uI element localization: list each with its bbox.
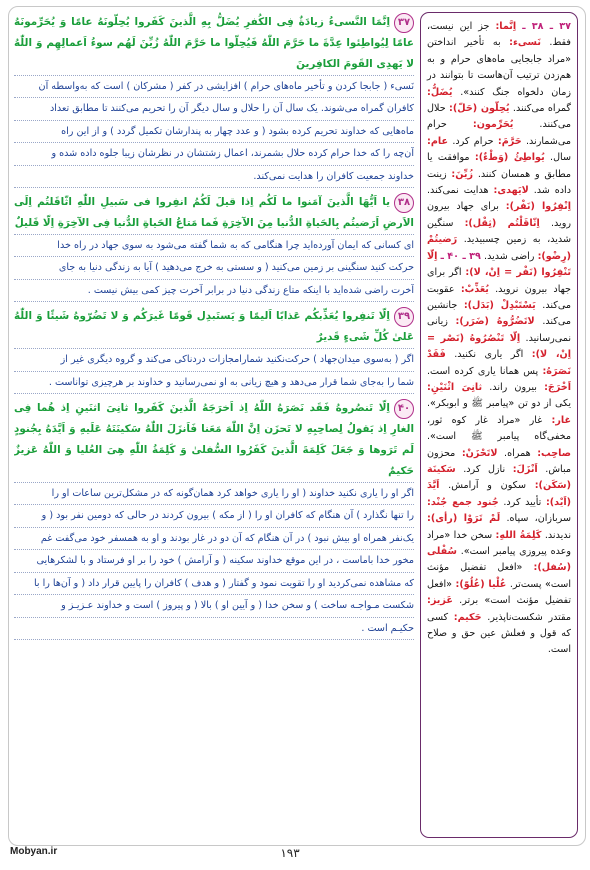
glossary-term: یُحَرِّمون:	[472, 119, 514, 131]
glossary-definition: زینت داده شد.	[427, 168, 571, 197]
glossary-term: سُفْلی (سُفل):	[427, 546, 571, 574]
glossary-definition: زیانی نمی‌رسانید.	[427, 316, 571, 344]
glossary-definition: محزون مباش.	[427, 447, 571, 475]
persian-translation	[14, 482, 414, 640]
translation-line: شکست مـواجـه ساخت ) و سخن خدا ( و آیین او ) بالا ( و پیروز ) است و خداوند عـزیـز و	[14, 595, 414, 617]
glossary-term: لاتَحْزَنْ:	[461, 447, 498, 459]
glossary-term: زُیِّنَ:	[451, 168, 474, 180]
glossary-definition: حرام کرد.	[452, 135, 498, 147]
translation-line: حرکت کنید سنگینی بر زمین می‌کنید ( و سستی به خرج می‌دهید ) آیا به زندگی دنیا به جای	[14, 257, 414, 279]
verse-number-badge: ۴۰	[394, 399, 414, 419]
arabic-verse	[14, 398, 414, 482]
glossary-term: اِثّاقَلْتُم (ثِقْل):	[464, 217, 540, 229]
glossary-definition: «افعل تفضیل مؤنث است» برتر.	[427, 578, 571, 607]
translation-line: خداوند جمعیت کافران را هدایت نمی‌کند.	[14, 166, 414, 188]
verse-text: اِلّا تَنفِروا یُعَذِّبکُم عَذابًا اَلیمًا وَ یَستَبدِل قَومًا غَیرَکُم وَ لا تَضُرّوهُ شَیئًا وَ اللّٰهُ عَلیٰ کُلِّ شَیءٍ قَدیرٌ	[14, 310, 414, 344]
glossary-definition: موافقت یا مطابق و همسان کنند.	[427, 152, 571, 180]
verse-text: یا اَیُّهَا الَّذینَ آمَنوا ما لَکُم اِذا قیلَ لَکُمُ انفِروا فی سَبیلِ اللّٰهِ اثّاقَلتُم اِلَی الاَرضِ اَرَضیتُم بِالحَیاةِ الدُّنیا مِنَ الآخِرَةِ فَما مَتاعُ الحَیاةِ الدُّنیا فِی الآخِرَةِ اِلّا قَلیلٌ	[14, 196, 414, 230]
glossary-term: کَلِمَةُ اللهِ:	[495, 529, 542, 541]
persian-translation	[14, 75, 414, 188]
verse-text: اِلّا تَنصُروهُ فَقَد نَصَرَهُ اللّٰهُ اِذ اَخرَجَهُ الَّذینَ کَفَروا ثانِیَ اثنَینِ اِذ هُما فِی الغارِ اِذ یَقولُ لِصاحِبِهِ لا تَحزَن اِنَّ اللّٰهَ مَعَنا فَاَنزَلَ اللّٰهُ سَکینَتَهُ عَلَیهِ وَ اَیَّدَهُ بِجُنودٍ لَم تَرَوها وَ جَعَلَ کَلِمَةَ الَّذینَ کَفَرُوا السُّفلیٰ وَ کَلِمَةُ اللّٰهِ هِیَ العُلیا وَ اللّٰهُ عَزیزٌ حَکیمٌ	[14, 402, 414, 478]
glossary-verse-ref: ۳۷ ـ ۳۸ ـ	[522, 21, 571, 32]
page-number: ۱۹۳	[280, 846, 300, 860]
translation-line: ای کسانی که ایمان آورده‌اید چرا هنگامی که به شما گفته می‌شود به سوی جهاد در راه خدا	[14, 235, 414, 257]
verse-block	[14, 12, 414, 188]
translation-line: نَسیء ( جابجا کردن و تأخیر ماه‌های حرام ) افزایشی در کفر ( مشرکان ) است که به‌واسطه آن	[14, 76, 414, 98]
glossary-term: اَخْرَجَ:	[544, 381, 571, 393]
glossary-term: یُضَلُّ:	[427, 86, 453, 98]
glossary-definition: یکی از دو تن «پیامبر ﷺ و ابوبکر».	[427, 398, 571, 410]
arabic-verse	[14, 12, 414, 75]
glossary-verse-ref: ۳۹ ـ ۴۰ ـ	[440, 250, 481, 262]
verse-block	[14, 306, 414, 394]
glossary-definition: همراه.	[504, 447, 538, 459]
glossary-definition: سخن خدا «مراد وعده پیروزی پیامبر است».	[427, 529, 571, 557]
glossary-term: سَکینَة (سَکَن):	[427, 463, 571, 492]
glossary-term: لایَهدی:	[493, 185, 529, 197]
glossary-definition: سال.	[550, 152, 571, 164]
glossary-term: فَقَدْ نَصَرَهُ:	[427, 349, 571, 377]
glossary-definition: عقوبت می‌کند.	[427, 283, 571, 311]
verse-number-badge: ۳۹	[394, 307, 414, 327]
glossary-term: رَضیتُمْ (رِضْو):	[427, 234, 571, 262]
translation-line: که مشاهده نمی‌کردید او را تقویت نمود و گفتار ( و هدف ) کافران را پایین قرار داد ( و آن‌ها را با	[14, 573, 414, 595]
glossary-definition: سربازان، سپاه.	[506, 513, 571, 525]
glossary-definition: به تأخیر انداختن «مراد جابجایی ماه‌های حرام و به هم‌زدن ترتیب آن‌هاست تا بتوانند در زمان دلخواه جنگ کنند».	[427, 37, 571, 98]
glossary-term: اَنْزَلَ:	[512, 463, 538, 475]
glossary-definition: برای جهاد بیرون روید.	[427, 201, 571, 229]
verse-number-badge: ۳۸	[394, 193, 414, 213]
glossary-term: ثانِیَ اثْنَیْنِ:	[427, 381, 483, 393]
glossary-definition: جانشین می‌کند.	[427, 299, 571, 328]
glossary-term: یُحِلّون (حَلّ):	[449, 103, 510, 115]
translation-line: اگر ( به‌سوی میدان‌جهاد ) حرکت‌نکنید شمارامجازات دردناکی می‌کند و گروه دیگری غیر از	[14, 349, 414, 371]
translation-line: اگر او را یاری نکنید خداوند ( او را یاری خواهد کرد همان‌گونه که در مشکل‌ترین ساعات او را	[14, 483, 414, 505]
glossary-definition: غار «مراد غار کوه ثور، مخفی‌گاه پیامبر ﷺ است».	[427, 414, 571, 443]
glossary-definition: پس همانا یاری کرده است.	[427, 365, 543, 377]
translation-line: مخور خدا باماست ، در این موقع خداوند سکینه ( و آرامش ) خود را بر او فرستاد و با لشکرهایی	[14, 550, 414, 572]
glossary-definition: سکون و آرامش.	[448, 480, 535, 492]
glossary-definition: ندیدند.	[544, 529, 571, 541]
main-content	[14, 12, 414, 842]
translation-line: حکیـم است .	[14, 618, 414, 640]
translation-line: را تنها نگذارد ) آن هنگام که کافران او را ( از مکه ) بیرون کردند در حالی که دومین نفر بود ( و	[14, 505, 414, 527]
glossary-definition: نازل کرد.	[463, 463, 513, 475]
translation-line: شما را به‌جای شما قرار می‌دهد و هیچ زیانی به او نمی‌رسانید و خداوند بر هرچیزی تواناست .	[14, 372, 414, 394]
glossary-term: اِلّا تَنْصُرُوهُ (نَصْر = اِنْ، لا):	[427, 332, 571, 361]
glossary-term: جُنود جمع جُنْد:	[427, 496, 499, 508]
glossary-definition: کسی که قول و فعلش عین حق و صلاح است.	[427, 611, 571, 656]
verse-block	[14, 398, 414, 640]
glossary-term: اِنَّما:	[495, 21, 517, 32]
translation-line: یک‌نفر همراه او بیش نبود ) در آن هنگام که آن دو در غار بودند و او به همسفر خود می‌گفت غم	[14, 528, 414, 550]
glossary-definition: بیرون راند.	[489, 381, 545, 393]
glossary-panel	[420, 12, 578, 838]
glossary-term: غار:	[551, 414, 571, 426]
glossary-definition: تأیید کرد.	[503, 496, 546, 508]
translation-line: آن‌چه را که خدا حرام کرده حلال بشمرند، اعمال زشتشان در نظرشان زیبا جلوه داده شده و	[14, 143, 414, 165]
arabic-verse	[14, 306, 414, 348]
site-watermark[interactable]: Mobyan.ir	[10, 846, 58, 857]
glossary-definition: «افعل تفضیل مؤنث است» پست‌تر.	[427, 562, 571, 590]
glossary-term: لاتَضُرُّوهُ (ضَرَر):	[455, 316, 535, 328]
glossary-term: عَزیز:	[427, 595, 453, 607]
arabic-verse	[14, 192, 414, 234]
glossary-term: حَکیم:	[453, 611, 482, 623]
glossary-term: نَسی‌ء:	[509, 37, 541, 49]
glossary-term: یُعَذِّبْ:	[460, 283, 489, 295]
glossary-term: عُلْیا (عُلُوّ):	[455, 578, 507, 590]
translation-line: کافران گمراه می‌شوند. یک سال آن را حلال و سال دیگر آن را تحریم می‌کنند تا مطابق تعداد	[14, 98, 414, 120]
glossary-definition: حلال می‌کنند.	[427, 103, 571, 131]
glossary-term: اَیَّدَ (اَیْد):	[427, 480, 571, 508]
glossary-term: عام:	[427, 135, 449, 147]
glossary-term: اِلّا تَنْفِرُوا (نَفْر = اِنْ، لا):	[427, 250, 572, 279]
glossary-definition: اگر یاری نکنید.	[454, 349, 532, 361]
glossary-definition: مقتدر شکست‌ناپذیر.	[487, 611, 572, 623]
glossary-term: حَرَّمَ:	[497, 135, 522, 147]
glossary-definition: هدایت نمی‌کند.	[427, 185, 494, 197]
glossary-definition: جز این نیست، فقط.	[427, 21, 571, 49]
translation-line: آخرت راضی شده‌اید با اینکه متاع زندگی دنیا در برابر آخرت چیز کمی بیش نیست .	[14, 280, 414, 302]
glossary-definition: اگر برای جهاد بیرون نروید.	[427, 267, 571, 295]
glossary-definition: سنگین شدید، به زمین چسبیدید.	[427, 217, 571, 246]
glossary-term: اِنْفِرُوا (نَفْر):	[505, 201, 571, 213]
persian-translation	[14, 348, 414, 394]
verse-text: اِنَّمَا النَّسیءُ زیادَةٌ فِی الکُفرِ یُضَلُّ بِهِ الَّذینَ کَفَروا یُحِلّونَهُ عامًا وَ یُحَرِّمونَهُ عامًا لِیُواطِئوا عِدَّةَ ما حَرَّمَ اللّٰهُ فَیُحِلّوا ما حَرَّمَ اللّٰهُ زُیِّنَ لَهُم سوءُ اَعمالِهِم وَ اللّٰهُ لا یَهدِی القَومَ الکافِرینَ	[14, 16, 414, 70]
glossary-definition: گمراه می‌کنند.	[512, 103, 571, 115]
translation-line: ماه‌هایی که خداوند تحریم کرده بشود ( و عدد چهار به پندارشان تکمیل گردد ) و از این راه	[14, 121, 414, 143]
glossary-term: یُواطِئُ (وَطْءٌ):	[474, 152, 545, 164]
verse-number-badge: ۳۷	[394, 13, 414, 33]
glossary-definition: راضی شدید.	[484, 250, 538, 262]
persian-translation	[14, 234, 414, 302]
glossary-term: لَمْ تَرَوْا (رأی):	[427, 513, 501, 525]
glossary-definition: حرام می‌شمارند.	[427, 119, 571, 147]
glossary-term: یَسْتَبْدِلْ (بَدَل):	[463, 299, 536, 311]
glossary-term: صاحِب:	[537, 447, 571, 459]
verse-block	[14, 192, 414, 302]
